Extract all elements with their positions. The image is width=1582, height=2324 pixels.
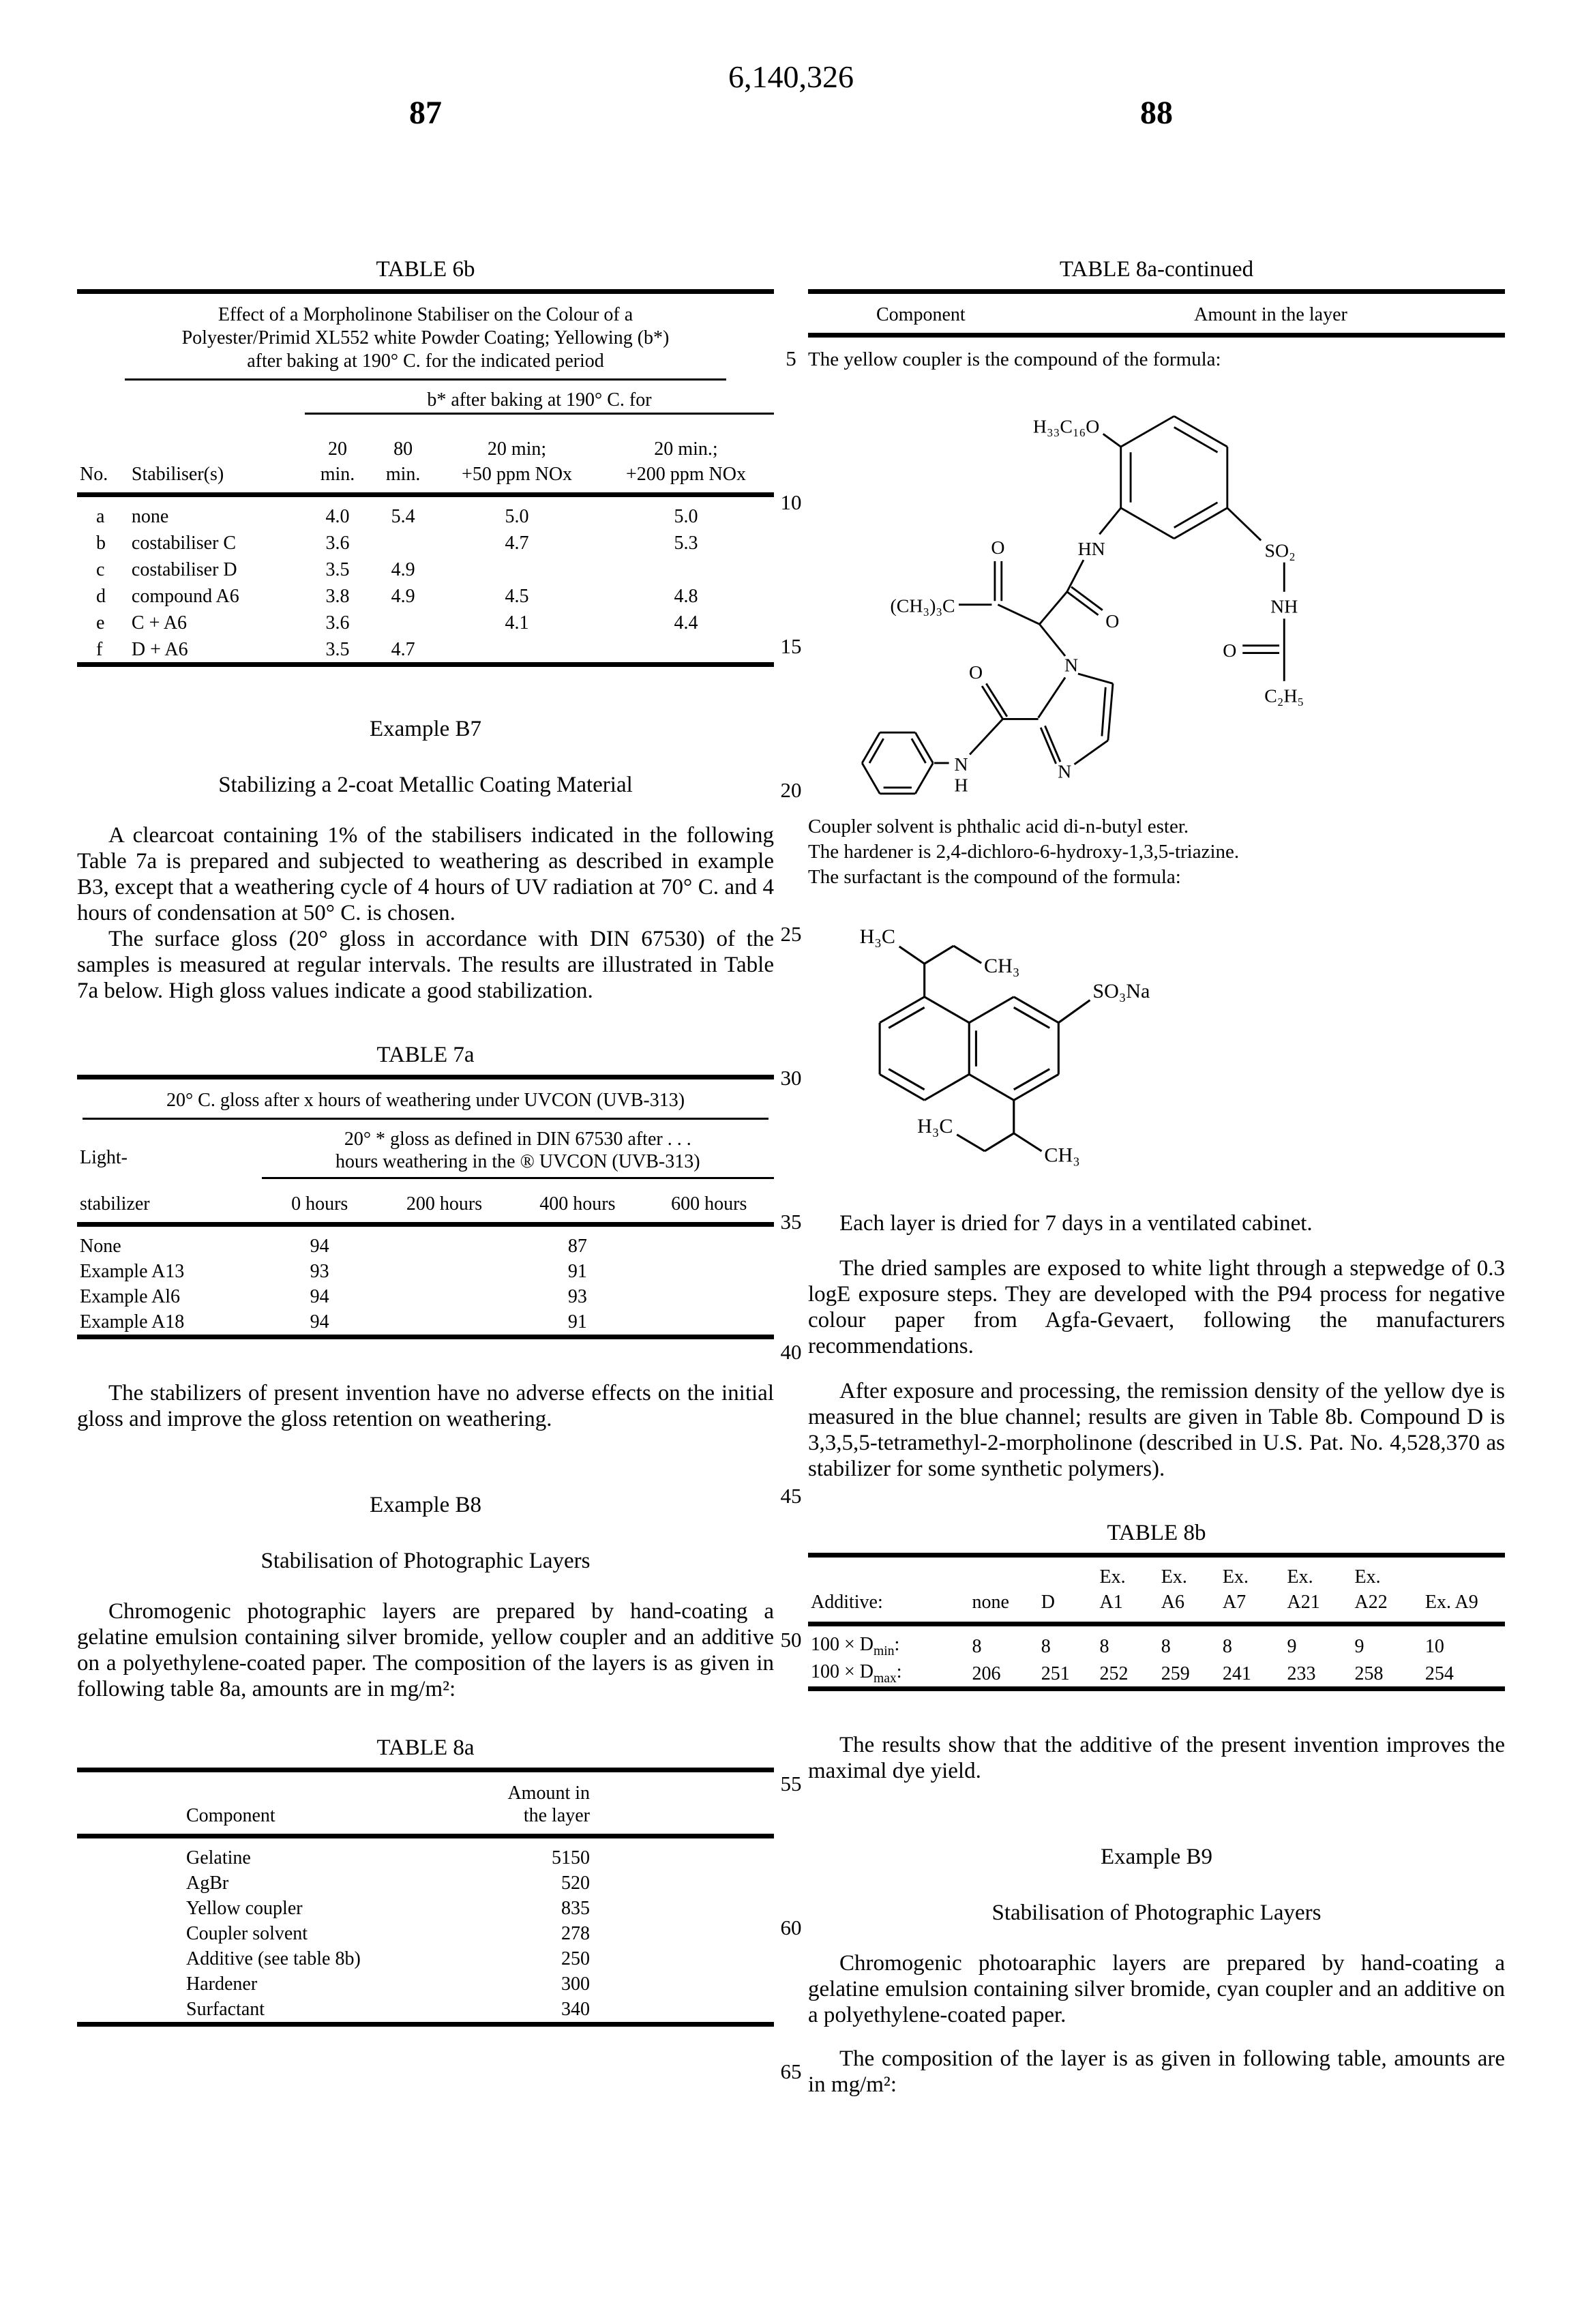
paragraph: The composition of the layer is as given in following table, amounts are in mg/m²:	[808, 2046, 1505, 2097]
table-row	[77, 1259, 774, 1284]
chemical-structure-surfactant	[825, 899, 1169, 1178]
table-row	[77, 1225, 774, 1260]
coupler-solvent-note: Coupler solvent is phthalic acid di-n-butyl ester.	[808, 816, 1189, 837]
column-header: min.	[370, 462, 436, 495]
table-row	[77, 582, 774, 609]
table-cell: 520	[561, 1873, 590, 1894]
column-header: min.	[305, 462, 370, 495]
page-number-left: 87	[409, 95, 442, 131]
o-label: O	[1105, 610, 1120, 632]
table-cell	[378, 1259, 511, 1284]
table-cell: 4.7	[505, 533, 529, 554]
column-header: A21	[1285, 1590, 1352, 1624]
line-number: 5	[786, 346, 796, 370]
table-7a-title: TABLE 7a	[376, 1043, 475, 1067]
table-cell: 8	[1099, 1636, 1109, 1657]
table-row	[77, 1772, 774, 1836]
table-cell: 94	[310, 1286, 329, 1307]
line-number: 15	[780, 634, 802, 658]
paragraph: The results show that the additive of the present invention improves the maximal dye yield.	[808, 1733, 1505, 1783]
table-cell: 300	[561, 1973, 590, 1995]
table-8a-continued-header	[808, 294, 1505, 338]
table-row	[77, 462, 774, 495]
table-row	[77, 609, 774, 636]
ch3-label: CH₃	[984, 953, 1020, 977]
line-number: 30	[780, 1066, 802, 1090]
o-label: O	[969, 662, 983, 684]
table-cell: 251	[1041, 1663, 1070, 1684]
table-row	[77, 414, 774, 462]
table-cell: 8	[1222, 1636, 1232, 1657]
column-header: 200 hours	[378, 1178, 511, 1225]
line-number: 40	[780, 1340, 802, 1364]
table-row	[77, 556, 774, 582]
table-8b-grid	[808, 1558, 1505, 1691]
n-label: N	[1058, 761, 1072, 783]
table-cell: 9	[1354, 1636, 1364, 1657]
table-7a	[77, 1042, 774, 1339]
paragraph: A clearcoat containing 1% of the stabilisers indicated in the following Table 7a is prepared and subjected to weathering as described in example B3, except that a weathering cycle of 4 hours of UV radiation at 70° C. and 4 hours of condensation at 50° C. is chosen.	[77, 823, 774, 925]
table-cell	[370, 529, 436, 556]
example-b9-heading: Example B9	[1100, 1845, 1213, 1869]
table-cell: c	[96, 559, 105, 580]
table-cell: 258	[1354, 1663, 1384, 1684]
chemical-structure-yellow-coupler	[856, 376, 1394, 805]
table-row	[77, 381, 774, 414]
table-cell: Coupler solvent	[186, 1923, 308, 1944]
table-cell: 206	[972, 1663, 1001, 1684]
table-cell: Surfactant	[186, 1999, 265, 2020]
table-cell: Example Al6	[80, 1286, 180, 1307]
table-cell: 4.4	[674, 612, 698, 634]
table-cell	[644, 1225, 774, 1260]
table-cell: f	[96, 639, 103, 660]
table-cell: Gelatine	[186, 1847, 251, 1868]
column-header: Stabiliser(s)	[129, 462, 305, 495]
line-number: 35	[780, 1210, 802, 1234]
alkoxy-label: H₃₃C₁₆O	[1032, 416, 1100, 438]
paragraph: The dried samples are exposed to white light through a stepwedge of 0.3 logE exposure steps. They are developed with the P94 process for negative colour paper from Agfa-Gevaert, following the manufacturers recommendations.	[808, 1256, 1505, 1358]
table-cell: 5.0	[505, 506, 529, 527]
table-row	[77, 1309, 774, 1337]
table-cell: 93	[567, 1286, 587, 1307]
table-cell: 8	[1041, 1636, 1051, 1657]
table-cell: None	[80, 1236, 121, 1257]
atom-labels	[860, 925, 1150, 1166]
table-cell: 3.5	[325, 639, 350, 660]
table-cell	[644, 1284, 774, 1309]
column-header: Amount in the layer	[481, 1772, 774, 1836]
table-row	[77, 1120, 774, 1178]
row-label: $100 \times D_{min}$:	[811, 1634, 900, 1658]
table-cell	[644, 1309, 774, 1337]
column-header: 0 hours	[262, 1178, 378, 1225]
paragraph: After exposure and processing, the remission density of the yellow dye is measured in the blue channel; results are given in Table 8b. Compound D is 3,3,5,5-tetramethyl-2-morpholinone (described in U.S. Pat. No. 4,528,370 as stabilizer for some synthetic polymers).	[808, 1379, 1505, 1481]
table-cell: 340	[561, 1999, 590, 2020]
rule	[808, 1553, 1505, 1558]
table-row	[77, 529, 774, 556]
o-label: O	[1223, 640, 1237, 661]
column-header: D	[1039, 1590, 1097, 1624]
line-number: 50	[780, 1628, 802, 1652]
line-number: 25	[780, 922, 802, 946]
column-header: Amount in the layer	[1191, 294, 1505, 336]
example-b7-subtitle: Stabilizing a 2-coat Metallic Coating Material	[218, 773, 633, 797]
table-cell: 233	[1287, 1663, 1316, 1684]
table-cell: Example A13	[80, 1261, 185, 1282]
column-header: No.	[77, 462, 129, 495]
table-8b-title: TABLE 8b	[1107, 1521, 1206, 1545]
row-label: $100 \times D_{max}$:	[811, 1661, 902, 1686]
so2-label: SO₂	[1264, 540, 1296, 562]
table-cell	[378, 1225, 511, 1260]
table-cell: Example A18	[80, 1311, 185, 1332]
table-8a	[77, 1735, 774, 2027]
span-header	[262, 1120, 774, 1178]
column-header: +200 ppm NOx	[598, 462, 774, 495]
table-row	[77, 495, 774, 530]
nh-label: NH	[1270, 596, 1298, 618]
table-row	[77, 1921, 774, 1946]
yellow-coupler-note: The yellow coupler is the compound of the formula:	[808, 348, 1221, 370]
table-cell: 5.0	[674, 506, 698, 527]
line-number: 55	[780, 1772, 802, 1796]
table-cell: costabiliser D	[131, 559, 237, 580]
rule	[808, 289, 1505, 294]
table-cell: a	[96, 506, 105, 527]
column-header: +50 ppm NOx	[436, 462, 598, 495]
table-row	[77, 1971, 774, 1997]
column-header: 600 hours	[644, 1178, 774, 1225]
table-cell: 94	[310, 1311, 329, 1332]
table-cell: 254	[1424, 1663, 1454, 1684]
table-8a-continued	[808, 256, 1505, 1178]
table-cell: compound A6	[131, 586, 239, 607]
hardener-note: The hardener is 2,4-dichloro-6-hydroxy-1,3,5-triazine.	[808, 841, 1240, 863]
table-cell	[378, 1284, 511, 1309]
column-header: 80	[393, 438, 413, 460]
span-header: b* after baking at 190° C. for	[305, 381, 774, 414]
table-row	[77, 1871, 774, 1896]
table-cell: 4.9	[391, 586, 415, 607]
table-cell: 91	[567, 1311, 587, 1332]
column-header: 400 hours	[511, 1178, 644, 1225]
line-number: 20	[780, 778, 802, 802]
table-row	[808, 1624, 1505, 1660]
example-b8-heading: Example B8	[369, 1493, 482, 1517]
table-cell: 250	[561, 1948, 590, 1969]
paragraph: Chromogenic photographic layers are prepared by hand-coating a gelatine emulsion containing silver bromide, yellow coupler and an additive on a polyethylene-coated paper. The composition of the layers is as given in following table 8a, amounts are in mg/m²:	[77, 1599, 774, 1701]
table-cell: costabiliser C	[131, 533, 237, 554]
column-header: Component	[77, 1772, 481, 1836]
table-cell: 4.9	[391, 559, 415, 580]
table-cell: 3.6	[325, 533, 350, 554]
table-cell: 8	[972, 1636, 982, 1657]
table-7a-caption: 20° C. gloss after x hours of weathering under UVCON (UVB-313)	[83, 1089, 768, 1120]
rule	[77, 1768, 774, 1772]
table-row	[808, 294, 1505, 336]
patent-number: 6,140,326	[728, 59, 854, 94]
table-8b	[808, 1520, 1505, 1691]
table-cell	[370, 609, 436, 636]
table-cell: 10	[1424, 1636, 1444, 1657]
h-label: H	[954, 775, 968, 796]
table-cell: 835	[561, 1898, 590, 1919]
right-column	[808, 251, 1505, 2098]
table-cell	[436, 556, 598, 582]
table-cell: Yellow coupler	[186, 1898, 303, 1919]
paragraph: The stabilizers of present invention have no adverse effects on the initial gloss and improve the gloss retention on weathering.	[77, 1381, 774, 1431]
table-cell: 4.7	[391, 639, 415, 660]
tbutyl-label: (CH₃)₃C	[890, 595, 955, 617]
caption-line: Effect of a Morpholinone Stabiliser on the Colour of a	[218, 304, 633, 325]
table-cell: 278	[561, 1923, 590, 1944]
column-header: Ex.	[1287, 1566, 1313, 1588]
page-number-right: 88	[1140, 95, 1173, 131]
column-header: A6	[1159, 1590, 1220, 1624]
caption-line: Polyester/Primid XL552 white Powder Coating; Yellowing (b*)	[181, 327, 670, 348]
table-cell: 3.6	[325, 612, 350, 634]
span-header-line: hours weathering in the ® UVCON (UVB-313)	[335, 1151, 700, 1172]
table-row	[77, 1946, 774, 1971]
table-cell: C + A6	[131, 612, 188, 634]
table-row	[77, 1178, 774, 1225]
table-row	[77, 636, 774, 665]
table-cell: D + A6	[131, 639, 188, 660]
table-cell: b	[96, 533, 106, 554]
o-label: O	[991, 537, 1005, 559]
column-header: Ex.	[1354, 1566, 1381, 1588]
hn-label: HN	[1077, 538, 1105, 560]
column-header: A1	[1097, 1590, 1159, 1624]
h3c-label: H₃C	[859, 925, 895, 949]
column-header: 20	[327, 438, 347, 460]
h3c-label: H₃C	[917, 1114, 953, 1137]
table-cell: d	[96, 586, 106, 607]
table-cell: 93	[310, 1261, 329, 1282]
table-row	[77, 1836, 774, 1871]
column-header: stabilizer	[77, 1178, 262, 1225]
table-cell: 5.4	[391, 506, 415, 527]
table-cell	[644, 1259, 774, 1284]
example-b9-subtitle: Stabilisation of Photographic Layers	[991, 1901, 1322, 1925]
table-row	[77, 1896, 774, 1921]
n-label: N	[954, 754, 968, 775]
c2h5-label: C₂H₅	[1264, 685, 1304, 707]
table-cell: Hardener	[186, 1973, 258, 1995]
table-cell	[436, 636, 598, 665]
table-cell: 9	[1287, 1636, 1297, 1657]
ch3-label: CH₃	[1044, 1143, 1080, 1167]
line-number: 45	[780, 1484, 802, 1508]
paragraph: The surface gloss (20° gloss in accordance with DIN 67530) of the samples is measured at regular intervals. The results are illustrated in Table 7a below. High gloss values indicate a good stabilization.	[77, 927, 774, 1003]
table-cell: 252	[1099, 1663, 1129, 1684]
table-cell: 91	[567, 1261, 587, 1282]
table-cell: 4.5	[505, 586, 529, 607]
table-8a-title: TABLE 8a	[376, 1735, 475, 1760]
table-cell: 3.5	[325, 559, 350, 580]
column-header: 20 min.;	[654, 438, 718, 460]
rule	[77, 1075, 774, 1079]
table-cell: 4.0	[325, 506, 350, 527]
column-header: A7	[1220, 1590, 1285, 1624]
line-number: 60	[780, 1916, 802, 1939]
column-header: none	[970, 1590, 1039, 1624]
column-header: A22	[1352, 1590, 1422, 1624]
table-7a-grid	[77, 1120, 774, 1339]
table-cell: 87	[567, 1236, 587, 1257]
table-cell: 8	[1161, 1636, 1171, 1657]
table-cell	[598, 636, 774, 665]
table-cell: 241	[1222, 1663, 1251, 1684]
paragraph: Chromogenic photoaraphic layers are prepared by hand-coating a gelatine emulsion containing silver bromide, cyan coupler and an additive on a polyethylene-coated paper.	[808, 1951, 1505, 2027]
table-row	[77, 1997, 774, 2025]
table-row	[808, 1558, 1505, 1590]
table-cell: Additive (see table 8b)	[186, 1948, 361, 1969]
table-row	[808, 1659, 1505, 1689]
table-cell: 259	[1161, 1663, 1190, 1684]
column-header: Ex.	[1161, 1566, 1187, 1588]
table-cell	[598, 556, 774, 582]
table-8a-grid	[77, 1772, 774, 2027]
column-header: Ex.	[1099, 1566, 1126, 1588]
caption-line: after baking at 190° C. for the indicated period	[247, 351, 604, 372]
table-cell: 94	[310, 1236, 329, 1257]
table-cell: e	[96, 612, 105, 634]
table-6b-grid	[77, 381, 774, 667]
so3na-label: SO₃Na	[1092, 979, 1150, 1002]
table-6b-title: TABLE 6b	[376, 257, 475, 282]
table-cell: 3.8	[325, 586, 350, 607]
n-label: N	[1064, 655, 1079, 676]
left-column	[77, 251, 774, 2027]
rule	[77, 289, 774, 294]
line-number: 65	[780, 2059, 802, 2083]
column-header: 20 min;	[487, 438, 547, 460]
table-cell: 5150	[552, 1847, 590, 1868]
table-6b	[77, 256, 774, 667]
table-row	[808, 1590, 1505, 1624]
table-cell: AgBr	[186, 1873, 229, 1894]
table-cell: 4.8	[674, 586, 698, 607]
column-header: Component	[808, 294, 1191, 336]
table-6b-caption	[125, 303, 726, 381]
table-cell: 4.1	[505, 612, 529, 634]
example-b7-heading: Example B7	[369, 717, 482, 741]
paragraph: Each layer is dried for 7 days in a ventilated cabinet.	[839, 1211, 1313, 1236]
column-header: Ex.	[1222, 1566, 1249, 1588]
example-b8-subtitle: Stabilisation of Photographic Layers	[260, 1549, 591, 1573]
span-header-line: 20° * gloss as defined in DIN 67530 after . . .	[344, 1129, 691, 1150]
column-header: Additive:	[808, 1590, 970, 1624]
table-cell	[378, 1309, 511, 1337]
table-cell: 5.3	[674, 533, 698, 554]
surfactant-note: The surfactant is the compound of the formula:	[808, 866, 1181, 888]
line-number: 10	[780, 490, 802, 514]
table-cell: none	[131, 506, 169, 527]
column-header: Ex. A9	[1422, 1590, 1505, 1624]
stub-header: Light-	[80, 1146, 128, 1168]
table-8a-continued-title: TABLE 8a-continued	[1059, 257, 1254, 282]
table-row	[77, 1284, 774, 1309]
